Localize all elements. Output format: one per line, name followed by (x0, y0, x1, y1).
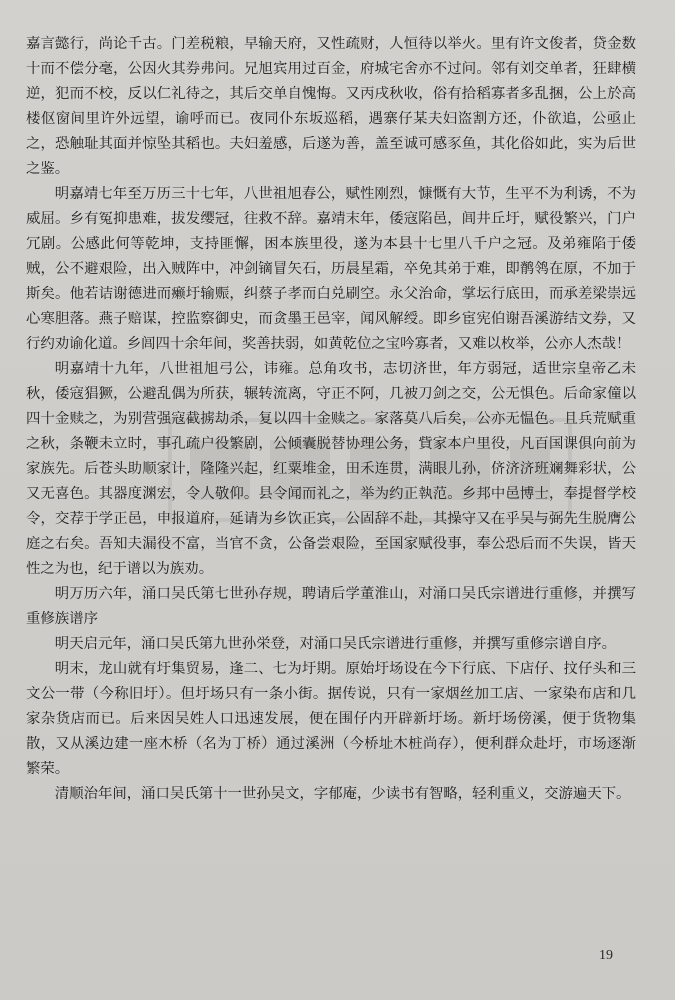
body-text (26, 32, 636, 807)
paragraph-1: 嘉言懿行，尚论千古。门差税粮，早输天府，又性疏财，人恒待以举火。里有许文俊者，贷金数十而不偿分毫，公因火其券弗问。兄旭宾用过百金，府城宅舍亦不过问。邻有刘交单者，狂肆横逆，犯而不校，反以仁礼待之，其后交单自愧悔。又丙戌秋收，俗有拾稻寡者多乱捆，公上於高楼伛窗间里许外远望，谕呼而已。夜同仆东坂巡稻，遇寨仔某夫妇盗割方还，仆欲追，公亟止之，恐触耻其面并惊坠其稻也。夫妇羞感，后遂为善，盖至诚可感豕鱼，其化俗如此，实为后世之鉴。 (26, 36, 636, 177)
page-number: 19 (599, 948, 613, 963)
paragraph-6: 明末，龙山就有圩集贸易，逢二、七为圩期。原始圩场设在今下行底、下店仔、抆仔头和三文公一带（今称旧圩）。但圩场只有一条小街。据传说，只有一家烟丝加工店、一家染布店和几家杂货店而已。后来因吴姓人口迅速发展，便在围仔内开辟新圩场。新圩场傍溪，便于货物集散，又从溪边建一座木桥（名为丁桥）通过溪洲（今桥址木桩尚存），便利群众赴圩，市场逐渐繁荣。 (26, 661, 636, 777)
paragraph-3: 明嘉靖十九年，八世祖旭弓公，讳雍。总角攻书，志切济世，年方弱冠，适世宗皇帝乙未秋，倭寇猖獗，公避乱偶为所获，辗转流离，守正不阿，几被刀剑之交，公无惧色。后命家僮以四十金赎之，为别营强寇截掳劫杀，复以四十金赎之。家落莫八后矣，公亦无愠色。且兵荒赋重之秋，条鞭未立时，事孔疏户役繁剧，公倾囊脱替协理公务，貲家本户里役，凡百国课俱向前为家族先。后苍头助顺家计，隆隆兴起，红粟堆金，田禾连贯，满眼儿孙，侪济济班斓舞彩状，公又无喜色。其器度渊宏，令人敬仰。县令闻而礼之，举为约正執范。乡邦中邑博士，奉提督学校令，交荐于学正邑，申报道府，延请为乡饮正宾，公固辞不赴，其操守又在乎吴与弼先生脱膺公庭之右矣。吾知夫漏役不富，当官不贪，公备尝艰险，至国家赋役事，奉公恐后而不失误，皆天性之为也，纪于谱以为族劝。 (26, 361, 636, 577)
paragraph-4: 明万历六年，涌口吴氏第七世孙存规，聘请后学董淮山，对涌口吴氏宗谱进行重修，并撰写重修族谱序 (26, 586, 636, 627)
paragraph-7: 清顺治年间，涌口吴氏第十一世孙吴文，字郁庵，少读书有智略，轻利重义，交游遍天下。 (54, 786, 631, 802)
paragraph-5: 明天启元年，涌口吴氏第九世孙栄登，对涌口吴氏宗谱进行重修，并撰写重修宗谱自序。 (54, 636, 617, 652)
paragraph-2: 明嘉靖七年至万历三十七年，八世祖旭春公，赋性刚烈，慷慨有大节，生平不为利诱，不为威屈。乡有冤抑患难，拔发缨冠，往救不辞。嘉靖末年，倭寇陷邑，闾井丘圩，赋役繁兴，门户冗剧。公感此何等乾坤，支持匪懈，困本族里役，遂为本县十七里八千户之冠。及弟雍陷于倭贼，公不避艰险，出入贼阵中，冲剑镝冒矢石，历晨星霜，卒免其弟于难，即鹡鸰在原，不加于斯矣。他若诘谢德进而癞圩输赈，纠蔡子孝而白兑刷空。永父治命，掌坛行底田，而承差梁崇远心寒胆落。燕子赔谋，控监察御史，而贪墨王邑宰，闻风解绶。即乡宦宪伯谢吾溪游结文券，又行约劝谕化道。乡闾四十余年间，奖善扶弱，如黄乾位之宝吟寡者，又难以枚举，公亦人杰哉！ (26, 186, 636, 352)
